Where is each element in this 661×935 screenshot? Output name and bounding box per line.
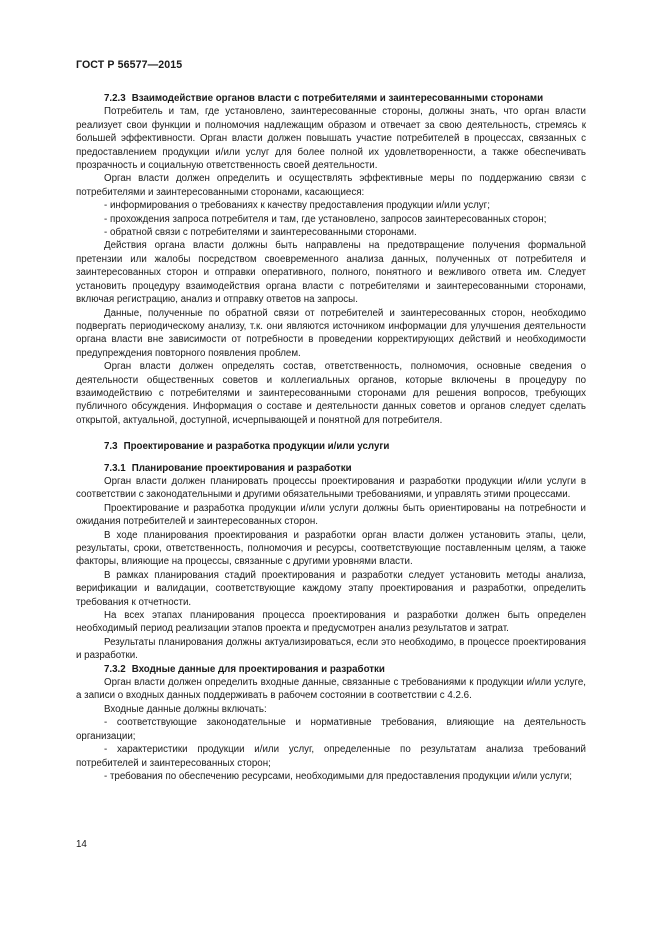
paragraph: Потребитель и там, где установлено, заинтересованные стороны, должны знать, что орган власти реализует свои функции и полномочия надлежащим образом и отвечает за свою деятельность, стремясь к большей эффективности. Орган власти должен повышать участие потребителей в процессах, связанных с предоставлением продукции и/или услуг для более полной их удовлетворенности, а также обеспечивать прозрачность и социальную ответственность своей деятельности. <box>76 106 586 172</box>
paragraph: Входные данные должны включать: <box>104 703 267 715</box>
section-title: Взаимодействие органов власти с потребителями и заинтересованными сторонами <box>131 93 544 104</box>
section-number: 7.3.1 <box>104 462 126 474</box>
paragraph: В рамках планирования стадий проектирования и разработки следует установить методы анализа, верификации и валидации, соответствующие каждому этапу проектирования и разработки, определить требования к отчетности. <box>76 569 586 608</box>
paragraph: Орган власти должен определять состав, ответственность, полномочия, основные сведения о деятельности общественных советов и коллегиальных органов, которые включены в процедуру по взаимодействию с потребителями и заинтересованными сторонами для решения вопросов, требующих публичного обсуждения. Информация о составе и деятельности данных советов и органов следует сделать открытой, актуальной, доступной, исчерпывающей и понятной для потребителя. <box>76 361 586 426</box>
section-title: Планирование проектирования и разработки <box>131 462 352 474</box>
section-7-3-1-heading <box>76 462 586 475</box>
paragraph: На всех этапах планирования процесса проектирования и разработки должен быть определен необходимый период реализации этапов проекта и предусмотрен анализ результатов и затрат. <box>76 610 586 635</box>
page-body <box>76 92 586 783</box>
document-header: ГОСТ Р 56577—2015 <box>76 59 183 71</box>
paragraph: Действия органа власти должны быть направлены на предотвращение получения формальной претензии или жалобы посредством своевременного анализа данных, полученных от потребителя и заинтересованных сторон и отправки оперативного, полного, понятного и вежливого ответа им. Следует установить процедуру взаимодействия органа власти с потребителями и заинтересованными сторонами, включая регистрацию, анализ и отправку ответов на запросы. <box>76 240 586 306</box>
section-number: 7.3 <box>104 441 118 453</box>
list-item: - информирования о требованиях к качеству предоставления продукции и/или услуг; <box>104 200 490 212</box>
section-number: 7.2.3 <box>104 93 126 104</box>
paragraph: Проектирование и разработка продукции и/или услуги должны быть ориентированы на потребности и ожидания потребителей и заинтересованных сторон. <box>76 502 586 528</box>
list-item: - прохождения запроса потребителя и там, где установлено, запросов заинтересованных сторон; <box>104 213 547 225</box>
paragraph: В ходе планирования проектирования и разработки орган власти должен установить этапы, цели, результаты, сроки, ответственность, полномочия и ресурсы, соответствующие поставленным целям, а также факторы, влияющие на процессы, связанные с другими уровнями власти. <box>76 529 586 568</box>
paragraph: Орган власти должен определить и осуществлять эффективные меры по поддержанию связи с потребителями и заинтересованными сторонами, касающиеся: <box>76 173 586 198</box>
paragraph: Орган власти должен планировать процессы проектирования и разработки продукции и/или услуги в соответствии с законодательными и другими обязательными требованиями, и управлять этими процессами. <box>76 475 586 501</box>
section-title: Входные данные для проектирования и разработки <box>131 663 385 675</box>
section-title: Проектирование и разработка продукции и/или услуги <box>123 441 390 453</box>
section-7-2-3-heading <box>76 92 586 105</box>
list-item: - соответствующие законодательные и нормативные требования, влияющие на деятельность организации; <box>76 717 586 742</box>
page-number: 14 <box>76 839 87 850</box>
list-item: - характеристики продукции и/или услуг, определенные по результатам анализа требований потребителей и заинтересованных сторон; <box>76 744 586 769</box>
list-item: - обратной связи с потребителями и заинтересованными сторонами. <box>104 227 417 239</box>
section-7-3-2-heading <box>76 663 586 676</box>
list-item: - требования по обеспечению ресурсами, необходимыми для предоставления продукции и/или услуги; <box>104 770 572 782</box>
paragraph: Орган власти должен определить входные данные, связанные с требованиями к продукции и/или услуге, а записи о входных данных поддерживать в рабочем состоянии в соответствии с 4.2.6. <box>76 677 586 702</box>
section-number: 7.3.2 <box>104 663 126 675</box>
paragraph: Результаты планирования должны актуализироваться, если это необходимо, в процессе проектирования и разработки. <box>76 636 586 662</box>
section-7-3-heading <box>76 440 586 453</box>
paragraph: Данные, полученные по обратной связи от потребителей и заинтересованных сторон, необходимо подвергать периодическому анализу, т.к. они являются источником информации для улучшения деятельности органа власти вне зависимости от потребности в проведении корректирующих действий и необходимости предупреждения повторного появления проблем. <box>76 307 586 359</box>
